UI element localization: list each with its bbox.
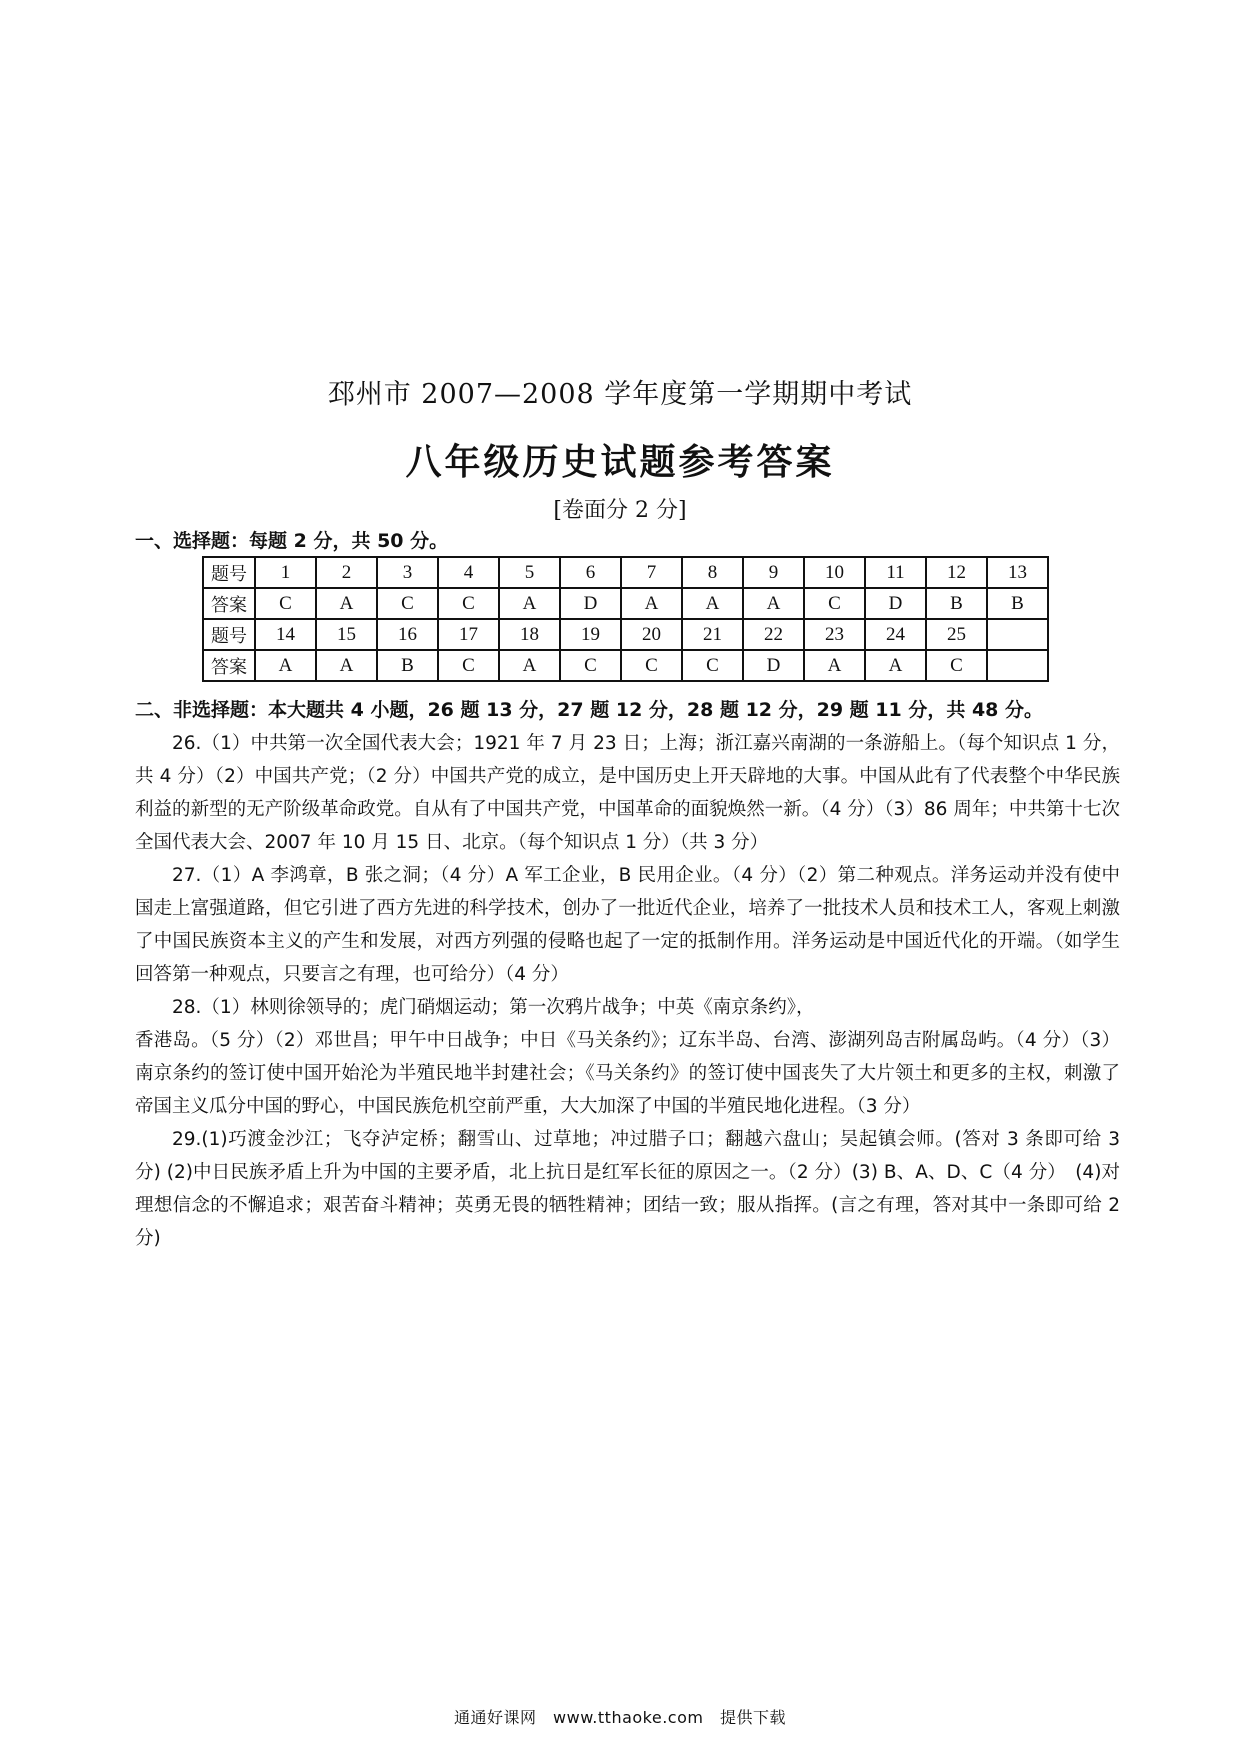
- table-cell: 13: [987, 557, 1048, 588]
- table-cell: 23: [804, 619, 865, 650]
- section-one-heading: 一、选择题：每题 2 分，共 50 分。: [135, 530, 449, 552]
- table-cell: C: [804, 588, 865, 619]
- table-cell: 24: [865, 619, 926, 650]
- table-cell: 11: [865, 557, 926, 588]
- table-cell: 14: [255, 619, 316, 650]
- table-cell: 10: [804, 557, 865, 588]
- table-cell: B: [377, 650, 438, 681]
- section-two-heading: 二、非选择题：本大题共 4 小题，26 题 13 分，27 题 12 分，28 题 12 分，29 题 11 分，共 48 分。: [135, 699, 1044, 721]
- table-row-answers-2: [203, 650, 1048, 681]
- table-cell: D: [865, 588, 926, 619]
- table-cell: A: [621, 588, 682, 619]
- answer-paragraph-26: 26.（1）中共第一次全国代表大会；1921 年 7 月 23 日；上海；浙江嘉兴南湖的一条游船上。（每个知识点 1 分，共 4 分）（2）中国共产党；（2 分）中国共产党的成立，是中国历史上开天辟地的大事。中国从此有了代表整个中华民族利益的新型的无产阶级革命政党。自从有了中国共产党，中国革命的面貌焕然一新。（4 分）（3）86 周年；中共第十七次全国代表大会、2007 年 10 月 15 日、北京。（每个知识点 1 分）（共 3 分）: [135, 733, 1120, 853]
- page-title: 八年级历史试题参考答案: [405, 442, 835, 483]
- answer-paragraph-28-rest: 香港岛。（5 分）（2）邓世昌；甲午中日战争；中日《马关条约》；辽东半岛、台湾、澎湖列岛吉附属岛屿。（4 分）（3）南京条约的签订使中国开始沦为半殖民地半封建社会；《马关条约》的签订使中国丧失了大片领土和更多的主权，刺激了帝国主义瓜分中国的野心，中国民族危机空前严重，大大加深了中国的半殖民地化进程。（3 分）: [135, 1030, 1120, 1117]
- table-cell: A: [499, 650, 560, 681]
- table-cell: 15: [316, 619, 377, 650]
- table-cell: [987, 619, 1048, 650]
- table-row-numbers-2: [203, 619, 1048, 650]
- row-label-answer: 答案: [203, 588, 255, 619]
- table-cell: C: [438, 588, 499, 619]
- table-cell: A: [804, 650, 865, 681]
- answer-body: [135, 727, 1120, 1255]
- table-cell: B: [926, 588, 987, 619]
- table-cell: 20: [621, 619, 682, 650]
- table-cell: C: [377, 588, 438, 619]
- table-cell: B: [987, 588, 1048, 619]
- row-label-question: 题号: [203, 557, 255, 588]
- table-cell: 2: [316, 557, 377, 588]
- table-cell: C: [621, 650, 682, 681]
- table-cell: A: [316, 650, 377, 681]
- table-cell: 16: [377, 619, 438, 650]
- table-cell: 9: [743, 557, 804, 588]
- table-cell: 5: [499, 557, 560, 588]
- table-row-numbers-1: [203, 557, 1048, 588]
- paper-score-note: [卷面分 2 分]: [553, 498, 687, 523]
- page-footer: 通通好课网 www.tthaoke.com 提供下载: [454, 1708, 786, 1727]
- table-cell: 1: [255, 557, 316, 588]
- row-label-answer: 答案: [203, 650, 255, 681]
- table-cell: 7: [621, 557, 682, 588]
- school-exam-title: 邳州市 2007—2008 学年度第一学期期中考试: [327, 379, 913, 410]
- table-cell: 8: [682, 557, 743, 588]
- table-cell: 19: [560, 619, 621, 650]
- table-cell: C: [926, 650, 987, 681]
- table-cell: 12: [926, 557, 987, 588]
- table-cell: 21: [682, 619, 743, 650]
- table-cell: [987, 650, 1048, 681]
- table-cell: 4: [438, 557, 499, 588]
- table-cell: A: [743, 588, 804, 619]
- table-cell: 22: [743, 619, 804, 650]
- table-cell: D: [743, 650, 804, 681]
- table-cell: A: [499, 588, 560, 619]
- table-cell: 18: [499, 619, 560, 650]
- table-cell: A: [682, 588, 743, 619]
- answer-paragraph-28-line1: 28.（1）林则徐领导的；虎门硝烟运动；第一次鸦片战争；中英《南京条约》，: [172, 997, 815, 1018]
- table-cell: 3: [377, 557, 438, 588]
- table-cell: C: [255, 588, 316, 619]
- multiple-choice-answer-table: [202, 556, 1049, 682]
- table-cell: C: [560, 650, 621, 681]
- table-cell: 25: [926, 619, 987, 650]
- table-cell: C: [438, 650, 499, 681]
- answer-paragraph-27: 27.（1）A 李鸿章，B 张之洞；（4 分）A 军工企业，B 民用企业。（4 分）（2）第二种观点。洋务运动并没有使中国走上富强道路，但它引进了西方先进的科学技术，创办了一批近代企业，培养了一批技术人员和技术工人，客观上刺激了中国民族资本主义的产生和发展，对西方列强的侵略也起了一定的抵制作用。洋务运动是中国近代化的开端。（如学生回答第一种观点，只要言之有理，也可给分）（4 分）: [135, 865, 1120, 985]
- table-cell: 17: [438, 619, 499, 650]
- answer-paragraph-29: 29.(1)巧渡金沙江；飞夺泸定桥；翻雪山、过草地；冲过腊子口；翻越六盘山；吴起镇会师。(答对 3 条即可给 3 分) (2)中日民族矛盾上升为中国的主要矛盾，北上抗日是红军长征的原因之一。（2 分）(3) B、A、D、C（4 分） (4)对理想信念的不懈追求；艰苦奋斗精神；英勇无畏的牺牲精神；团结一致；服从指挥。(言之有理，答对其中一条即可给 2 分): [135, 1129, 1120, 1249]
- row-label-question: 题号: [203, 619, 255, 650]
- table-cell: C: [682, 650, 743, 681]
- table-cell: A: [865, 650, 926, 681]
- table-cell: A: [316, 588, 377, 619]
- table-cell: 6: [560, 557, 621, 588]
- table-cell: A: [255, 650, 316, 681]
- table-row-answers-1: [203, 588, 1048, 619]
- table-cell: D: [560, 588, 621, 619]
